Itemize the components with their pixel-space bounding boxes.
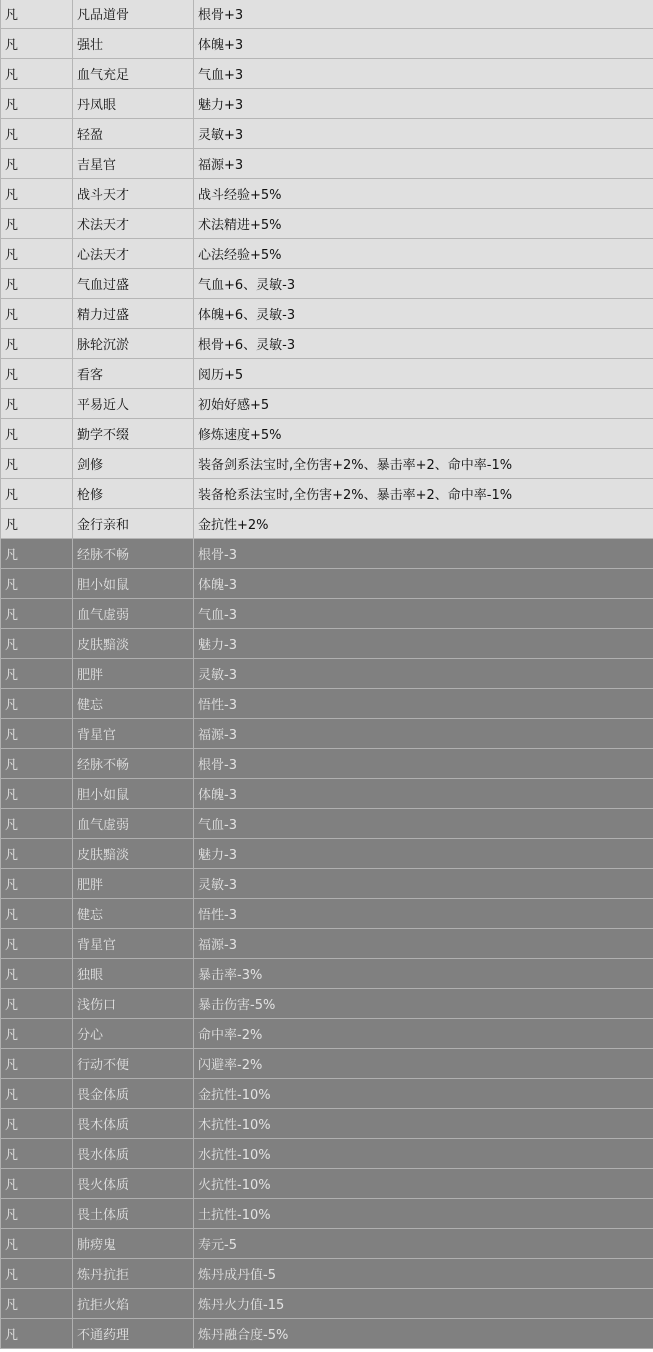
trait-effect-cell: 暴击率-3% xyxy=(194,959,653,989)
trait-name-cell: 精力过盛 xyxy=(73,299,194,329)
trait-effect-cell: 根骨-3 xyxy=(194,749,653,779)
trait-name-cell: 不通药理 xyxy=(73,1319,194,1349)
trait-name-cell: 看客 xyxy=(73,359,194,389)
trait-effect-cell: 炼丹融合度-5% xyxy=(194,1319,653,1349)
trait-name-cell: 畏木体质 xyxy=(73,1109,194,1139)
trait-rank-cell: 凡 xyxy=(1,1259,73,1289)
trait-name-cell: 脉轮沉淤 xyxy=(73,329,194,359)
negative-trait-row xyxy=(1,1169,653,1199)
positive-trait-row xyxy=(1,449,653,479)
trait-name-cell: 行动不便 xyxy=(73,1049,194,1079)
trait-effect-cell: 灵敏+3 xyxy=(194,119,653,149)
trait-rank-cell: 凡 xyxy=(1,1289,73,1319)
trait-effect-cell: 悟性-3 xyxy=(194,899,653,929)
negative-trait-row xyxy=(1,539,653,569)
trait-name-cell: 战斗天才 xyxy=(73,179,194,209)
trait-effect-cell: 根骨+6、灵敏-3 xyxy=(194,329,653,359)
trait-rank-cell: 凡 xyxy=(1,989,73,1019)
trait-rank-cell: 凡 xyxy=(1,509,73,539)
trait-effect-cell: 装备枪系法宝时,全伤害+2%、暴击率+2、命中率-1% xyxy=(194,479,653,509)
positive-trait-row xyxy=(1,269,653,299)
trait-name-cell: 肥胖 xyxy=(73,869,194,899)
negative-trait-row xyxy=(1,569,653,599)
trait-rank-cell: 凡 xyxy=(1,419,73,449)
trait-rank-cell: 凡 xyxy=(1,209,73,239)
positive-trait-row xyxy=(1,359,653,389)
trait-name-cell: 背星官 xyxy=(73,929,194,959)
trait-effect-cell: 气血-3 xyxy=(194,809,653,839)
trait-name-cell: 丹凤眼 xyxy=(73,89,194,119)
trait-effect-cell: 战斗经验+5% xyxy=(194,179,653,209)
trait-effect-cell: 体魄-3 xyxy=(194,569,653,599)
trait-effect-cell: 体魄+6、灵敏-3 xyxy=(194,299,653,329)
trait-rank-cell: 凡 xyxy=(1,1079,73,1109)
trait-effect-cell: 灵敏-3 xyxy=(194,659,653,689)
trait-rank-cell: 凡 xyxy=(1,359,73,389)
negative-trait-row xyxy=(1,899,653,929)
trait-name-cell: 肥胖 xyxy=(73,659,194,689)
trait-name-cell: 浅伤口 xyxy=(73,989,194,1019)
negative-trait-row xyxy=(1,839,653,869)
negative-trait-row xyxy=(1,1079,653,1109)
negative-trait-row xyxy=(1,659,653,689)
positive-trait-row xyxy=(1,29,653,59)
trait-effect-cell: 魅力+3 xyxy=(194,89,653,119)
trait-rank-cell: 凡 xyxy=(1,89,73,119)
trait-effect-cell: 灵敏-3 xyxy=(194,869,653,899)
trait-effect-cell: 气血+3 xyxy=(194,59,653,89)
trait-effect-cell: 炼丹成丹值-5 xyxy=(194,1259,653,1289)
trait-name-cell: 凡品道骨 xyxy=(73,0,194,29)
negative-trait-row xyxy=(1,1319,653,1349)
trait-rank-cell: 凡 xyxy=(1,569,73,599)
trait-rank-cell: 凡 xyxy=(1,449,73,479)
trait-name-cell: 胆小如鼠 xyxy=(73,779,194,809)
trait-rank-cell: 凡 xyxy=(1,599,73,629)
trait-name-cell: 背星官 xyxy=(73,719,194,749)
negative-trait-row xyxy=(1,809,653,839)
trait-name-cell: 经脉不畅 xyxy=(73,749,194,779)
trait-rank-cell: 凡 xyxy=(1,299,73,329)
trait-name-cell: 血气充足 xyxy=(73,59,194,89)
trait-rank-cell: 凡 xyxy=(1,1109,73,1139)
trait-rank-cell: 凡 xyxy=(1,689,73,719)
negative-trait-row xyxy=(1,779,653,809)
trait-effect-cell: 命中率-2% xyxy=(194,1019,653,1049)
trait-name-cell: 畏水体质 xyxy=(73,1139,194,1169)
trait-effect-cell: 水抗性-10% xyxy=(194,1139,653,1169)
trait-rank-cell: 凡 xyxy=(1,539,73,569)
negative-trait-row xyxy=(1,749,653,779)
trait-name-cell: 畏土体质 xyxy=(73,1199,194,1229)
negative-trait-row xyxy=(1,1259,653,1289)
trait-rank-cell: 凡 xyxy=(1,719,73,749)
trait-name-cell: 健忘 xyxy=(73,689,194,719)
trait-rank-cell: 凡 xyxy=(1,149,73,179)
negative-trait-row xyxy=(1,599,653,629)
positive-trait-row xyxy=(1,119,653,149)
trait-effect-cell: 木抗性-10% xyxy=(194,1109,653,1139)
trait-effect-cell: 修炼速度+5% xyxy=(194,419,653,449)
trait-name-cell: 炼丹抗拒 xyxy=(73,1259,194,1289)
trait-effect-cell: 心法经验+5% xyxy=(194,239,653,269)
trait-name-cell: 平易近人 xyxy=(73,389,194,419)
trait-rank-cell: 凡 xyxy=(1,1229,73,1259)
trait-effect-cell: 根骨-3 xyxy=(194,539,653,569)
negative-trait-row xyxy=(1,1289,653,1319)
positive-trait-row xyxy=(1,89,653,119)
trait-effect-cell: 悟性-3 xyxy=(194,689,653,719)
trait-rank-cell: 凡 xyxy=(1,869,73,899)
negative-trait-row xyxy=(1,989,653,1019)
trait-effect-cell: 装备剑系法宝时,全伤害+2%、暴击率+2、命中率-1% xyxy=(194,449,653,479)
trait-effect-cell: 金抗性+2% xyxy=(194,509,653,539)
trait-effect-cell: 炼丹火力值-15 xyxy=(194,1289,653,1319)
trait-name-cell: 枪修 xyxy=(73,479,194,509)
positive-trait-row xyxy=(1,479,653,509)
trait-name-cell: 独眼 xyxy=(73,959,194,989)
negative-trait-row xyxy=(1,959,653,989)
trait-effect-cell: 气血+6、灵敏-3 xyxy=(194,269,653,299)
positive-trait-row xyxy=(1,179,653,209)
trait-name-cell: 术法天才 xyxy=(73,209,194,239)
trait-rank-cell: 凡 xyxy=(1,269,73,299)
trait-effect-cell: 福源+3 xyxy=(194,149,653,179)
negative-trait-row xyxy=(1,1229,653,1259)
trait-effect-cell: 福源-3 xyxy=(194,719,653,749)
trait-rank-cell: 凡 xyxy=(1,929,73,959)
trait-effect-cell: 暴击伤害-5% xyxy=(194,989,653,1019)
trait-effect-cell: 闪避率-2% xyxy=(194,1049,653,1079)
negative-trait-row xyxy=(1,719,653,749)
trait-rank-cell: 凡 xyxy=(1,1319,73,1349)
trait-effect-cell: 土抗性-10% xyxy=(194,1199,653,1229)
positive-trait-row xyxy=(1,329,653,359)
trait-rank-cell: 凡 xyxy=(1,0,73,29)
trait-name-cell: 气血过盛 xyxy=(73,269,194,299)
negative-trait-row xyxy=(1,1109,653,1139)
positive-trait-row xyxy=(1,509,653,539)
negative-trait-row xyxy=(1,869,653,899)
trait-name-cell: 血气虚弱 xyxy=(73,599,194,629)
trait-rank-cell: 凡 xyxy=(1,809,73,839)
negative-trait-row xyxy=(1,1049,653,1079)
trait-name-cell: 强壮 xyxy=(73,29,194,59)
trait-effect-cell: 寿元-5 xyxy=(194,1229,653,1259)
trait-effect-cell: 根骨+3 xyxy=(194,0,653,29)
trait-rank-cell: 凡 xyxy=(1,1199,73,1229)
trait-rank-cell: 凡 xyxy=(1,119,73,149)
trait-rank-cell: 凡 xyxy=(1,389,73,419)
positive-trait-row xyxy=(1,299,653,329)
negative-trait-row xyxy=(1,1199,653,1229)
trait-effect-cell: 术法精进+5% xyxy=(194,209,653,239)
negative-trait-row xyxy=(1,1139,653,1169)
trait-rank-cell: 凡 xyxy=(1,1169,73,1199)
positive-trait-row xyxy=(1,209,653,239)
trait-name-cell: 轻盈 xyxy=(73,119,194,149)
trait-name-cell: 健忘 xyxy=(73,899,194,929)
trait-effect-cell: 阅历+5 xyxy=(194,359,653,389)
trait-rank-cell: 凡 xyxy=(1,29,73,59)
trait-effect-cell: 体魄-3 xyxy=(194,779,653,809)
positive-trait-row xyxy=(1,149,653,179)
trait-rank-cell: 凡 xyxy=(1,749,73,779)
negative-trait-row xyxy=(1,629,653,659)
trait-effect-cell: 体魄+3 xyxy=(194,29,653,59)
trait-rank-cell: 凡 xyxy=(1,629,73,659)
trait-rank-cell: 凡 xyxy=(1,779,73,809)
trait-effect-cell: 魅力-3 xyxy=(194,629,653,659)
trait-name-cell: 剑修 xyxy=(73,449,194,479)
trait-name-cell: 抗拒火焰 xyxy=(73,1289,194,1319)
trait-name-cell: 皮肤黯淡 xyxy=(73,839,194,869)
positive-trait-row xyxy=(1,239,653,269)
trait-name-cell: 经脉不畅 xyxy=(73,539,194,569)
trait-rank-cell: 凡 xyxy=(1,1019,73,1049)
negative-trait-row xyxy=(1,929,653,959)
trait-effect-cell: 魅力-3 xyxy=(194,839,653,869)
traits-table-body xyxy=(1,0,653,1349)
trait-rank-cell: 凡 xyxy=(1,59,73,89)
trait-name-cell: 吉星官 xyxy=(73,149,194,179)
trait-rank-cell: 凡 xyxy=(1,329,73,359)
trait-name-cell: 畏火体质 xyxy=(73,1169,194,1199)
trait-name-cell: 皮肤黯淡 xyxy=(73,629,194,659)
trait-effect-cell: 金抗性-10% xyxy=(194,1079,653,1109)
negative-trait-row xyxy=(1,1019,653,1049)
negative-trait-row xyxy=(1,689,653,719)
trait-rank-cell: 凡 xyxy=(1,479,73,509)
positive-trait-row xyxy=(1,389,653,419)
trait-rank-cell: 凡 xyxy=(1,1139,73,1169)
trait-name-cell: 血气虚弱 xyxy=(73,809,194,839)
positive-trait-row xyxy=(1,59,653,89)
positive-trait-row xyxy=(1,419,653,449)
trait-name-cell: 分心 xyxy=(73,1019,194,1049)
trait-effect-cell: 气血-3 xyxy=(194,599,653,629)
trait-rank-cell: 凡 xyxy=(1,239,73,269)
trait-effect-cell: 福源-3 xyxy=(194,929,653,959)
trait-effect-cell: 初始好感+5 xyxy=(194,389,653,419)
trait-name-cell: 勤学不缀 xyxy=(73,419,194,449)
trait-name-cell: 畏金体质 xyxy=(73,1079,194,1109)
trait-rank-cell: 凡 xyxy=(1,899,73,929)
trait-name-cell: 金行亲和 xyxy=(73,509,194,539)
trait-rank-cell: 凡 xyxy=(1,659,73,689)
positive-trait-row xyxy=(1,0,653,29)
trait-rank-cell: 凡 xyxy=(1,1049,73,1079)
trait-name-cell: 胆小如鼠 xyxy=(73,569,194,599)
trait-rank-cell: 凡 xyxy=(1,959,73,989)
trait-name-cell: 心法天才 xyxy=(73,239,194,269)
trait-effect-cell: 火抗性-10% xyxy=(194,1169,653,1199)
trait-rank-cell: 凡 xyxy=(1,839,73,869)
trait-rank-cell: 凡 xyxy=(1,179,73,209)
trait-name-cell: 肺痨鬼 xyxy=(73,1229,194,1259)
